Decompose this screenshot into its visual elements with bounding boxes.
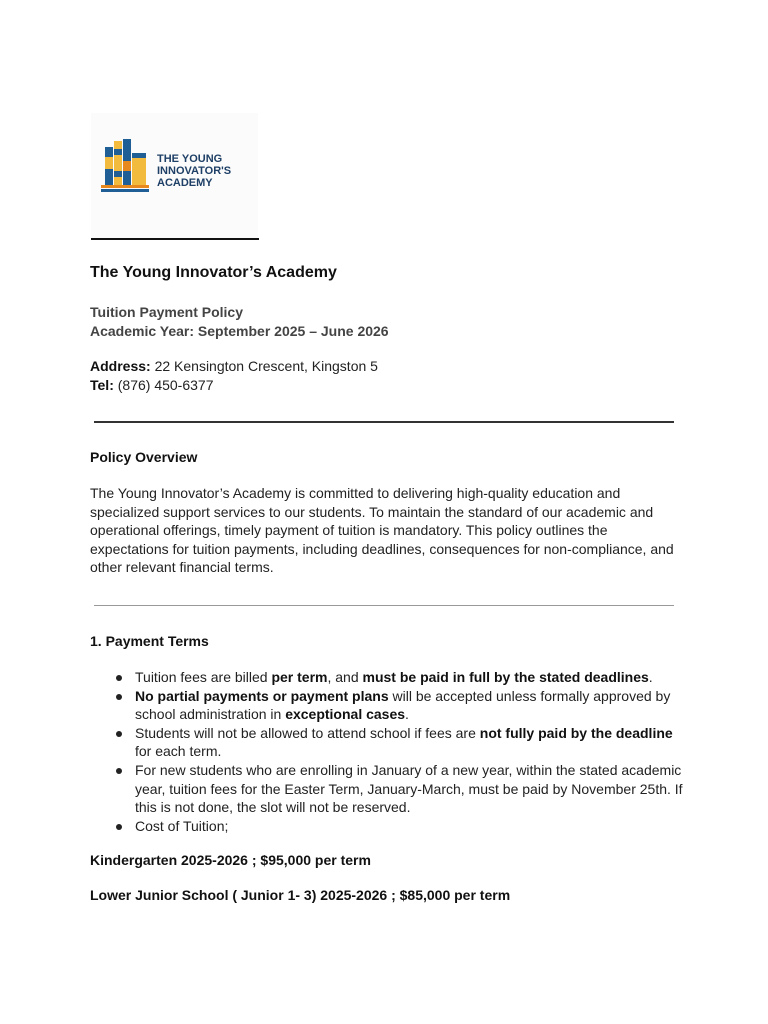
text-span: Tuition fees are billed xyxy=(135,669,272,685)
list-item xyxy=(90,817,690,836)
overview-line: expectations for tuition payments, including deadlines, consequences for non-compliance, and xyxy=(90,540,674,557)
bold-span: not fully paid by the deadline xyxy=(479,724,673,741)
tel-label: Tel: xyxy=(90,377,114,393)
address-label: Address: xyxy=(90,358,151,374)
bullet-icon xyxy=(116,675,122,681)
bold-span: exceptional cases xyxy=(285,706,406,723)
text-span: , and xyxy=(327,669,363,685)
horizontal-divider xyxy=(94,605,674,606)
policy-title: Tuition Payment Policy xyxy=(90,304,243,320)
bullet-icon xyxy=(116,824,122,830)
logo-text-line2: INNOVATOR'S xyxy=(157,165,232,177)
text-span: school administration in xyxy=(135,706,286,723)
list-item xyxy=(90,724,690,761)
lower-junior-tuition: Lower Junior School ( Junior 1- 3) 2025-2026 ; $85,000 per term xyxy=(90,887,511,903)
logo-underline-divider xyxy=(91,238,259,240)
text-span: will be accepted unless formally approved by xyxy=(388,687,671,704)
bold-span: must be paid in full by the stated deadlines xyxy=(362,669,649,685)
school-logo xyxy=(91,113,258,240)
address-value: 22 Kensington Crescent, Kingston 5 xyxy=(150,358,378,374)
tel-line xyxy=(90,377,214,393)
bullet-icon xyxy=(116,768,122,774)
overview-line: The Young Innovator’s Academy is committed to delivering high-quality education and xyxy=(90,485,621,501)
bullet-icon xyxy=(116,694,122,700)
bold-span: No partial payments or payment plans xyxy=(135,687,389,704)
academic-year: Academic Year: September 2025 – June 2026 xyxy=(90,323,389,339)
text-span: year, tuition fees for the Easter Term, January-March, must be paid by November 25th. If xyxy=(135,780,683,797)
school-name-heading: The Young Innovator’s Academy xyxy=(90,264,337,281)
policy-overview-heading: Policy Overview xyxy=(90,449,198,465)
logo-text-line1: THE YOUNG xyxy=(157,153,223,165)
payment-terms-list xyxy=(90,668,690,835)
list-item xyxy=(90,687,690,724)
horizontal-divider xyxy=(94,421,674,423)
text-span: for each term. xyxy=(135,743,222,760)
bullet-icon xyxy=(116,731,122,737)
policy-overview-paragraph xyxy=(90,484,690,577)
text-span: this is not done, the slot will not be reserved. xyxy=(135,799,411,816)
text-span: Cost of Tuition; xyxy=(135,817,229,834)
books-logo-icon xyxy=(91,113,258,240)
payment-terms-heading: 1. Payment Terms xyxy=(90,633,209,649)
overview-line: specialized support services to our students. To maintain the standard of our academic and xyxy=(90,503,654,520)
text-span: Students will not be allowed to attend school if fees are xyxy=(135,724,480,741)
bold-span: per term xyxy=(271,669,328,685)
text-span: . xyxy=(648,669,653,685)
list-item xyxy=(90,668,690,687)
kindergarten-tuition: Kindergarten 2025-2026 ; $95,000 per term xyxy=(90,852,371,868)
list-item xyxy=(90,761,690,817)
tel-value: (876) 450-6377 xyxy=(113,377,214,393)
address-line xyxy=(90,358,378,374)
text-span: . xyxy=(405,706,409,723)
text-span: For new students who are enrolling in January of a new year, within the stated academic xyxy=(135,761,682,778)
overview-line: operational offerings, timely payment of tuition is mandatory. This policy outlines the xyxy=(90,522,608,539)
overview-line: other relevant financial terms. xyxy=(90,559,274,576)
logo-text-line3: ACADEMY xyxy=(157,177,213,189)
